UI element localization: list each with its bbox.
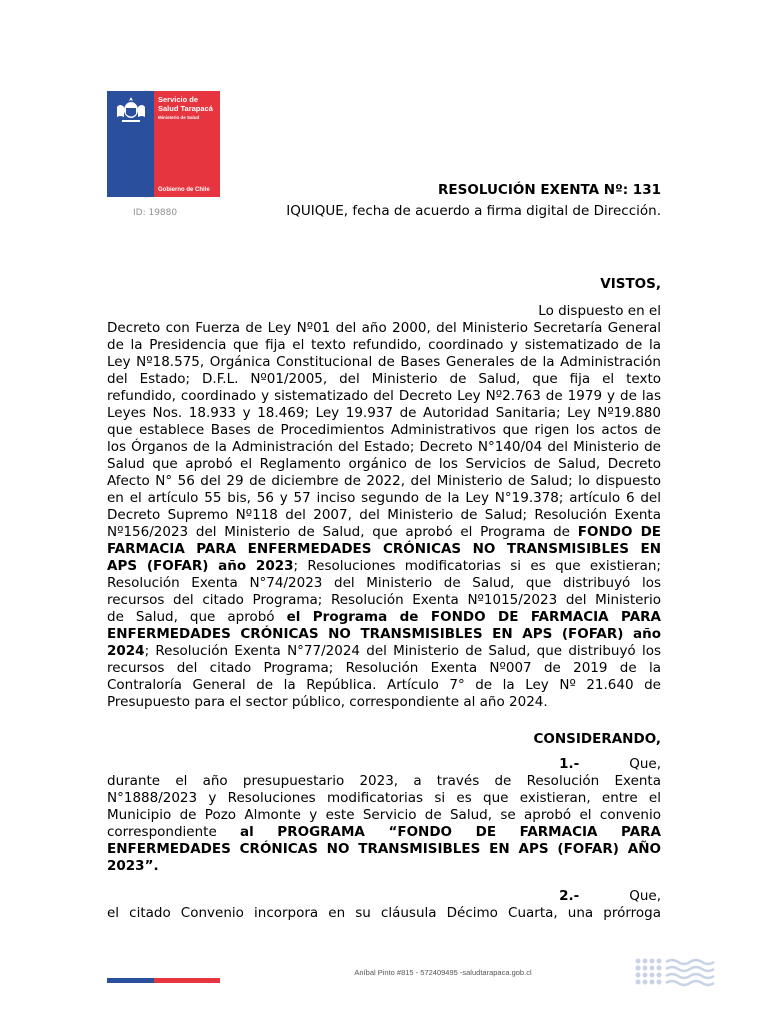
considerando-line [107,841,661,858]
vistos-line: Afecto N° 56 del 29 de diciembre de 2022, del Ministerio de Salud; lo dispuesto [107,473,661,489]
vistos-bold-text: APS (FOFAR) año 2023 [107,558,294,574]
vistos-bold-text: FARMACIA PARA ENFERMEDADES CRÓNICAS NO TRANSMISIBLES EN [107,541,661,557]
vistos-line: recursos del citado Programa; Resolución Exenta Nº1015/2023 del Ministerio [107,592,661,608]
footer-address: Aníbal Pinto #815 - 572409495 -saludtarapaca.gob.cl [354,968,532,977]
logo-blue-panel [107,91,154,197]
vistos-line [107,541,661,558]
waves-logo-icon [634,957,726,991]
vistos-line: Presupuesto para el sector público, correspondiente al año 2024. [107,694,548,710]
considerando-line: Municipio de Pozo Almonte y este Servicio de Salud, se aprobó el convenio [107,807,661,823]
considerando-heading: CONSIDERANDO, [533,731,661,747]
vistos-line [107,524,661,541]
vistos-line: refundido, coordinado y sistematizado del Decreto Ley Nº2.763 de 1979 y de las [107,388,661,404]
vistos-line: de la Presidencia que fija el texto refundido, coordinado y sistematizado de la [107,337,661,353]
logo-red-panel [154,91,220,197]
resolution-title: RESOLUCIÓN EXENTA Nº: 131 [438,182,661,198]
vistos-bold-text: ENFERMEDADES CRÓNICAS NO TRANSMISIBLES EN APS (FOFAR) año [107,626,661,642]
vistos-line: los Órganos de la Administración del Estado; Decreto N°140/04 del Ministerio de [107,439,661,455]
vistos-line [107,558,661,575]
footer-red-segment [154,978,220,983]
institution-logo [107,91,220,197]
vistos-line: Ley Nº18.575, Orgánica Constitucional de Bases Generales de la Administración [107,354,661,370]
resolution-subtitle: IQUIQUE, fecha de acuerdo a firma digital de Dirección. [286,203,661,219]
vistos-line: que establece Bases de Procedimientos Administrativos que rigen los actos de [107,422,661,438]
considerando-item-1 [107,756,661,875]
vistos-text: ; Resolución Exenta N°77/2024 del Ministerio de Salud, que distribuyó los [144,643,661,659]
item-lead: Que, [629,756,661,772]
vistos-line: Leyes Nos. 18.933 y 18.469; Ley 19.937 de Autoridad Sanitaria; Ley Nº19.880 [107,405,661,421]
vistos-intro: Lo dispuesto en el [538,303,661,319]
vistos-text: ; Resoluciones modificatorias si es que existieran; [293,558,661,574]
considerando-bold-text: 2023”. [107,858,159,874]
considerando-bold-text: ENFERMEDADES CRÓNICAS NO TRANSMISIBLES EN APS (FOFAR) AÑO [107,841,661,857]
vistos-bold-text: el Programa de FONDO DE FARMACIA PARA [286,609,661,625]
vistos-line [107,626,661,643]
vistos-line: en el artículo 55 bis, 56 y 57 inciso segundo de la Ley N°19.378; artículo 6 del [107,490,661,506]
vistos-line: recursos del citado Programa; Resolución Exenta Nº007 de 2019 de la [107,660,661,676]
item-number-row [107,756,661,773]
vistos-paragraph [107,303,661,711]
vistos-line: Decreto Supremo Nº118 del 2007, del Ministerio de Salud; Resolución Exenta [107,507,661,523]
item-number-row [107,888,661,905]
considerando-line: N°1888/2023 y Resoluciones modificatorias si es que existieran, entre el [107,790,661,806]
vistos-text: de Salud, que aprobó [107,609,287,625]
item-lead: Que, [629,888,661,904]
vistos-line: del Estado; D.F.L. Nº01/2005, del Ministerio de Salud, que fija el texto [107,371,661,387]
vistos-line: Decreto con Fuerza de Ley Nº01 del año 2000, del Ministerio Secretaría General [107,320,661,336]
footer-blue-segment [107,978,154,983]
considerando-line [107,858,661,875]
coat-of-arms-icon [114,95,148,125]
footer-color-bar [107,978,220,983]
considerando-line [107,824,661,841]
item-number: 2.- [559,888,580,904]
vistos-heading: VISTOS, [600,276,661,292]
considerando-line: durante el año presupuestario 2023, a través de Resolución Exenta [107,773,661,789]
logo-government: Gobierno de Chile [158,187,210,193]
vistos-text: Nº156/2023 del Ministerio de Salud, que aprobó el Programa de [107,524,578,540]
considerando-text: correspondiente [107,824,240,840]
vistos-line: Resolución Exenta N°74/2023 del Ministerio de Salud, que distribuyó los [107,575,661,591]
vistos-line: Contraloría General de la República. Artículo 7° de la Ley Nº 21.640 de [107,677,661,693]
logo-ministry: Ministerio de Salud [158,115,200,120]
vistos-bold-text: FONDO DE [577,524,662,540]
item-number: 1.- [559,756,580,772]
vistos-line [107,609,661,626]
considerando-line: el citado Convenio incorpora en su cláusula Décimo Cuarta, una prórroga [107,905,661,921]
document-id: ID: 19880 [133,208,178,218]
vistos-line [107,643,661,660]
logo-service-name: Servicio de Salud Tarapacá [158,95,213,113]
considerando-bold-text: al PROGRAMA “FONDO DE FARMACIA PARA [239,824,661,840]
vistos-line: Salud que aprobó el Reglamento orgánico de los Servicios de Salud, Decreto [107,456,661,472]
considerando-item-2 [107,888,661,922]
vistos-bold-text: 2024 [107,643,145,659]
